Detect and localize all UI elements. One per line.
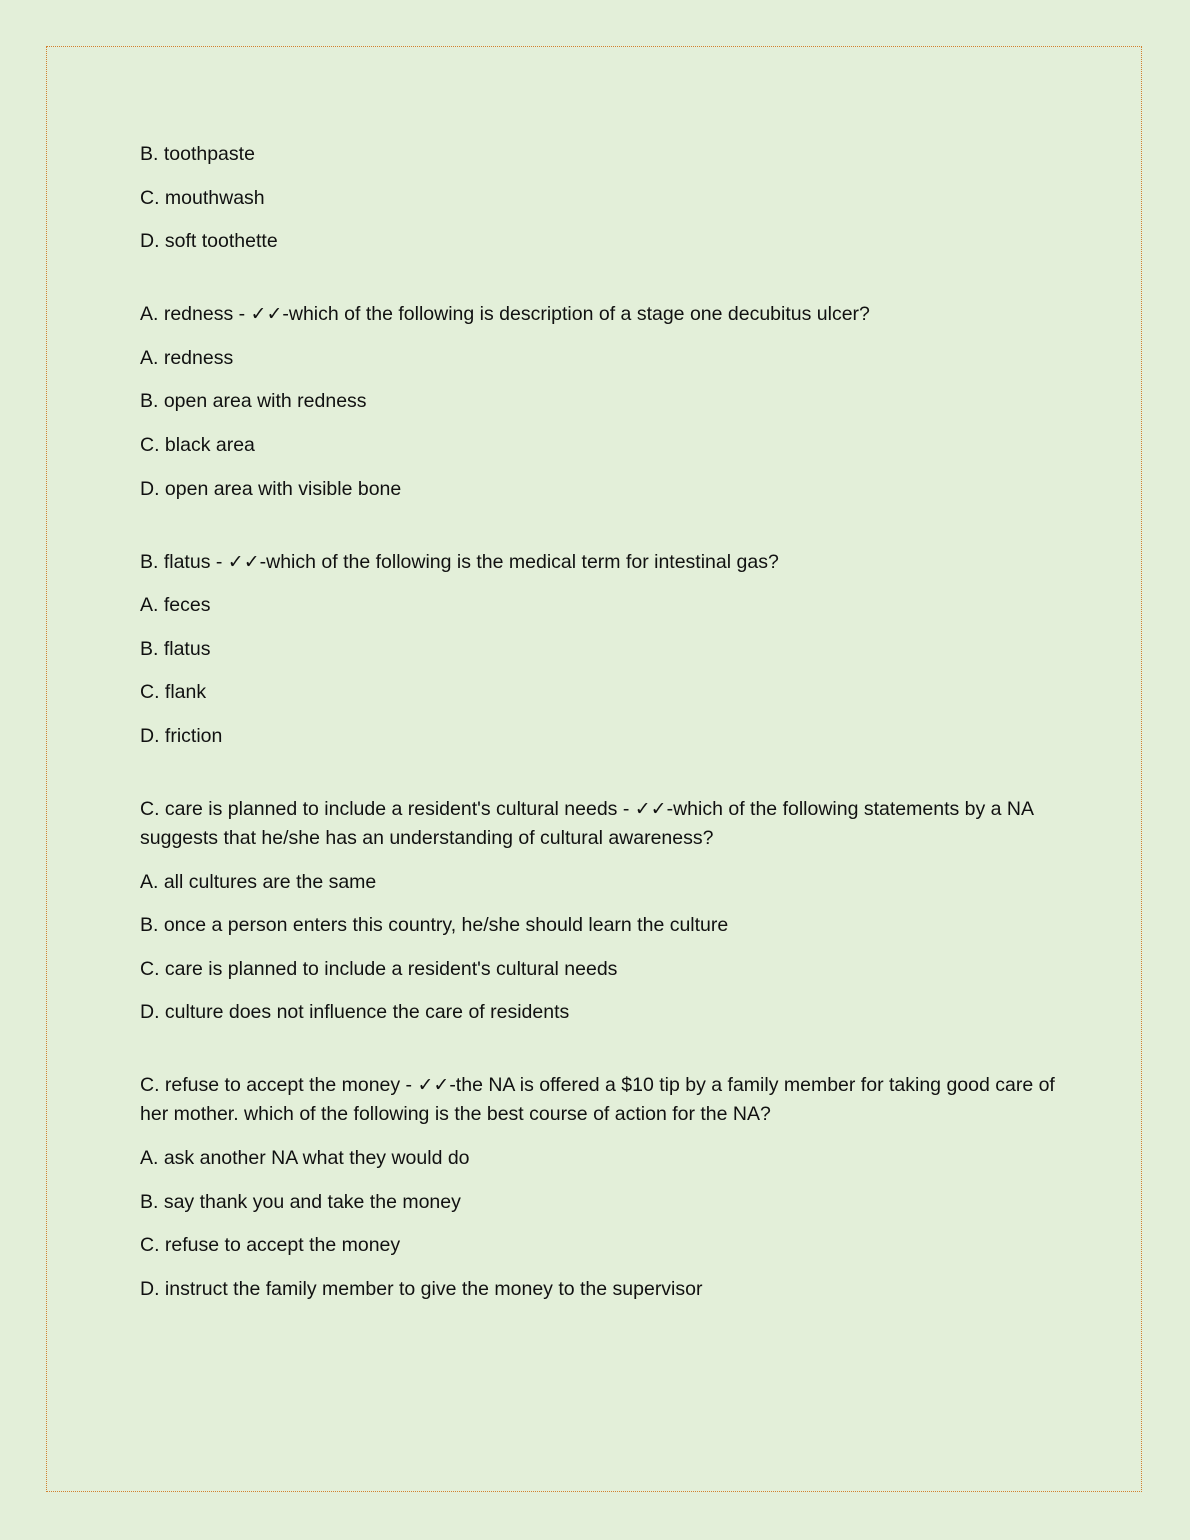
question-text	[140, 548, 1060, 577]
option: D. open area with visible bone	[140, 477, 402, 500]
question-text	[140, 1071, 1060, 1129]
option: C. mouthwash	[140, 186, 265, 209]
option: C. refuse to accept the money	[140, 1234, 401, 1257]
option: B. open area with redness	[140, 390, 367, 413]
answer-text: B. flatus -	[140, 550, 228, 573]
answer-text: C. care is planned to include a resident's cultural needs -	[140, 797, 635, 820]
option: A. feces	[140, 594, 211, 617]
prompt-text: -the NA is offered a $10 tip by a family member for taking good care of her mother. which of the following is the best course of action for the NA?	[140, 1074, 1055, 1126]
option: D. soft toothette	[140, 230, 278, 253]
question-block	[140, 548, 1060, 751]
question-block	[140, 795, 1060, 1027]
option: B. toothpaste	[140, 143, 255, 165]
answer-text: A. redness -	[140, 303, 251, 326]
prompt-text: -which of the following is the medical term for intestinal gas?	[259, 550, 779, 573]
option: A. redness	[140, 346, 234, 369]
fragment-options	[140, 140, 1060, 256]
double-check-icon: ✓✓	[250, 303, 283, 326]
option: B. say thank you and take the money	[140, 1190, 461, 1213]
option: C. black area	[140, 433, 255, 456]
double-check-icon: ✓✓	[634, 797, 667, 820]
prompt-text: -which of the following is description of a stage one decubitus ulcer?	[282, 303, 870, 326]
option: D. instruct the family member to give the money to the supervisor	[140, 1277, 703, 1300]
option: C. care is planned to include a resident's cultural needs	[140, 957, 618, 980]
question-text	[140, 795, 1060, 853]
option: D. culture does not influence the care of residents	[140, 1001, 570, 1024]
double-check-icon: ✓✓	[227, 550, 260, 573]
option: B. flatus	[140, 637, 211, 660]
option: C. flank	[140, 681, 207, 704]
prompt-text: -which of the following statements by a NA suggests that he/she has an understanding of cultural awareness?	[140, 797, 1033, 849]
option: B. once a person enters this country, he/she should learn the culture	[140, 914, 729, 937]
question-block	[140, 1071, 1060, 1303]
question-block	[140, 300, 1060, 503]
answer-text: C. refuse to accept the money -	[140, 1074, 418, 1097]
document-content	[140, 140, 1060, 1318]
option: D. friction	[140, 724, 223, 747]
double-check-icon: ✓✓	[417, 1074, 450, 1097]
question-text	[140, 300, 1060, 329]
option: A. all cultures are the same	[140, 870, 377, 893]
option: A. ask another NA what they would do	[140, 1146, 470, 1169]
